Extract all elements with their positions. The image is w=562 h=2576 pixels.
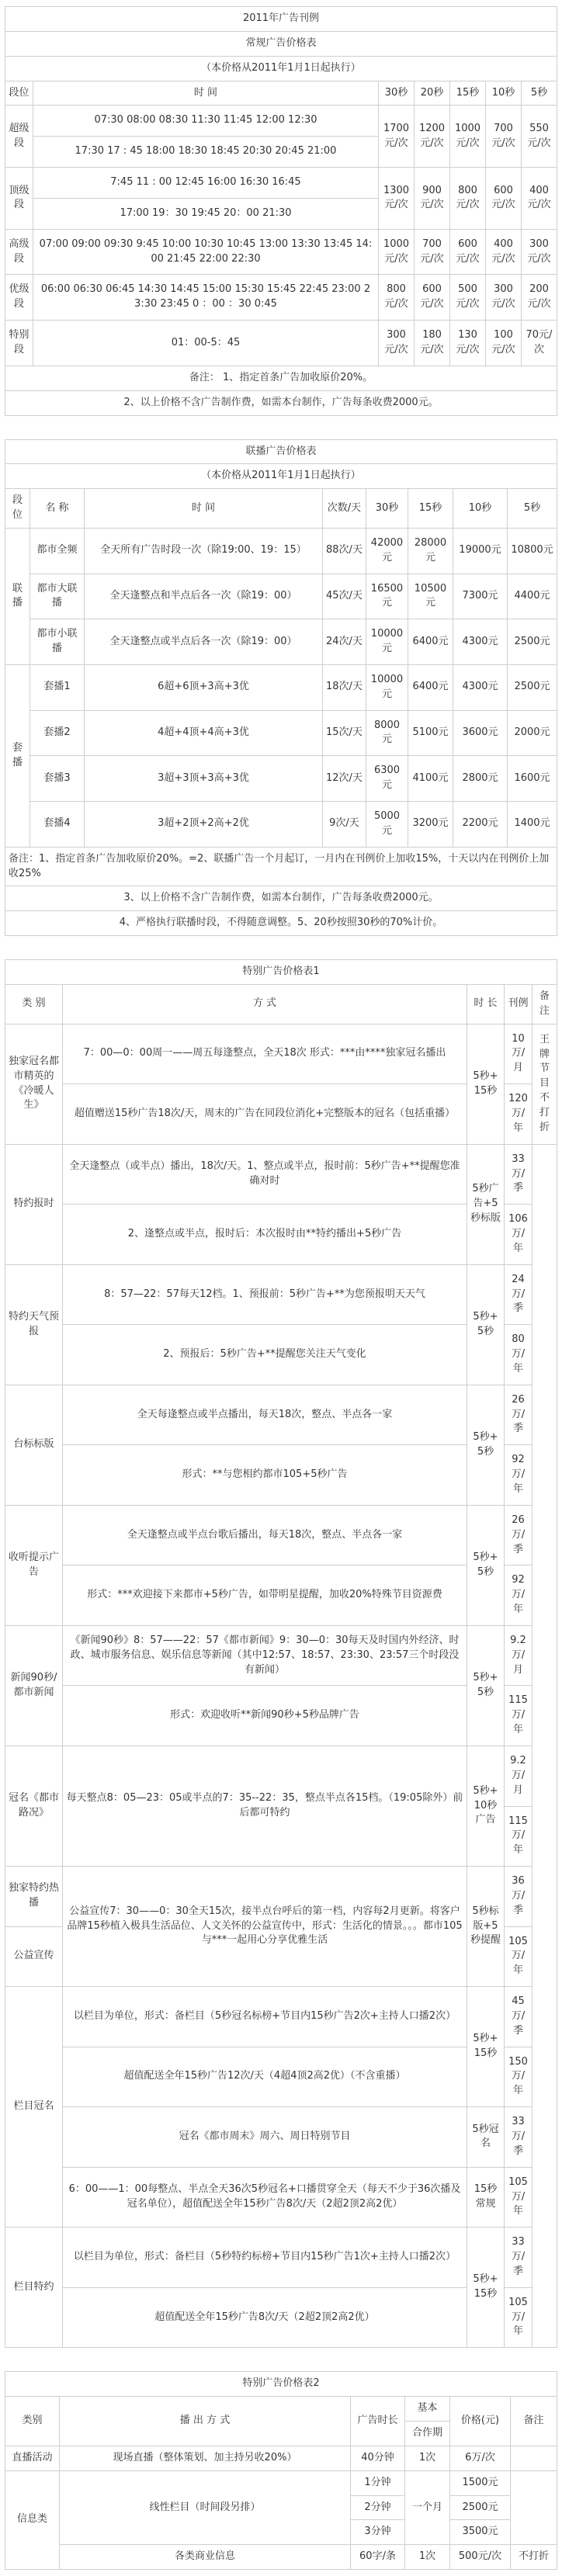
note: 3、以上价格不含广告制作费，如需本台制作，广告每条收费2000元。 bbox=[5, 886, 557, 911]
table-row: 套播 套播1 6超+6顶+3高+3优 18次/天 10000元 6400元 4300元 2500元 bbox=[5, 664, 557, 710]
table-header-row: 类别 播 出 方 式 广告时长 基本 价格(元) 备注 bbox=[5, 2397, 557, 2422]
table-row: 新闻90秒/都市新闻 《新闻90秒》8：57——22：57《都市新闻》9：30—0：30每天及时国内外经济、时政、城市服务信息、娱乐信息等新闻（其中12:57、18:57、23:30、23:57三个时段没有新闻） 5秒+5秒 9.2万/月 bbox=[5, 1625, 557, 1686]
remark: 王牌节目不打折 bbox=[533, 1024, 557, 1144]
table-title: 特别广告价格表2 bbox=[5, 2372, 557, 2397]
table-row: 115万/年 bbox=[5, 1806, 557, 1867]
table-row: 都市小联播 全天逢整点或半点后各一次（除19：00） 24次/天 10000元 6400元 4300元 2500元 bbox=[5, 619, 557, 665]
table-header-row: 段位 时 间 30秒 20秒 15秒 10秒 5秒 bbox=[5, 81, 557, 106]
table-row: 栏目特约 以栏目为单位，形式：备栏目（5秒特约标榜+节目内15秒广告1次+主持人口播2次） 5秒+15秒 33万/季 bbox=[5, 2228, 557, 2288]
table-row: 6：00——1：00每整点、半点全天36次5秒冠名+口播贯穿全天（每天不少于36次播及冠名单位），超值配送全年15秒广告8次/天（2超2顶2高2优） 15秒常规 105万/年 bbox=[5, 2167, 557, 2228]
table-row: 公益宣传 105万/年 bbox=[5, 1926, 557, 1987]
table-row: 联播 都市全频 全天所有广告时段一次（除19:00、19：15） 88次/天 42000元 28000元 19000元 10800元 bbox=[5, 528, 557, 574]
table-row: 超值配送全年15秒广告8次/天（2超2顶2高2优） 105万/年 bbox=[5, 2287, 557, 2348]
note: 4、严格执行联播时段，不得随意调整。5、20秒按照30秒的70%计价。 bbox=[5, 911, 557, 936]
table-row: 2、逢整点或半点，报时后：本次报时由**特约播出+5秒广告 106万/年 bbox=[5, 1205, 557, 1265]
note: 2、以上价格不含广告制作费，如需本台制作，广告每条收费2000元。 bbox=[5, 390, 557, 415]
table-row: 特约报时 全天逢整点（或半点）播出，18次/天。1、整点或半点，报时前：5秒广告+**提醒您准确对时 5秒广告+5秒标版 33万/季 bbox=[5, 1144, 557, 1205]
table-row: 2分钟 2500元 bbox=[5, 2495, 557, 2520]
table-row: 各类商业信息 60字/条 1次 500元/次 不打折 bbox=[5, 2545, 557, 2570]
table-row: 超级段 07:30 08:00 08:30 11:30 11:45 12:00 12:30 1700元/次 1200元/次 1000元/次 700元/次 550元/次 bbox=[5, 106, 557, 137]
table-row: 冠名《都市路况》 每天整点8：05—23：05或半点的7：35--22：35，整点半点各15档。（19:05除外）前后都可特约 5秒+10秒广告 9.2万/月 bbox=[5, 1746, 557, 1806]
table-row: 超值配送全年15秒广告12次/天（4超4顶2高2优）（不含重播） 150万/年 bbox=[5, 2047, 557, 2107]
table-subtitle: （本价格从2011年1月1日起执行） bbox=[5, 464, 557, 489]
note: 备注：1、指定首条广告加收原价20%。=2、联播广告一个月起订，一月内在刊例价上加收15%，十天以内在刊例价上加收25% bbox=[5, 847, 557, 886]
table-row: 套播2 4超+4顶+4高+3优 15次/天 8000元 5100元 3600元 2000元 bbox=[5, 710, 557, 756]
table-header-row: 类 别 方 式 时 长 刊例 备注 bbox=[5, 984, 557, 1024]
table-row: 栏目冠名 以栏目为单位，形式：备栏目（5秒冠名标榜+节目内15秒广告2次+主持人口播2次） 5秒+15秒 45万/季 bbox=[5, 1987, 557, 2047]
table-row: 信息类 线性栏目（时间段另排） 1分钟 一个月 1500元 bbox=[5, 2470, 557, 2495]
table-row: 3分钟 3500元 bbox=[5, 2520, 557, 2545]
table-row: 超值赠送15秒广告18次/天，周末的广告在同段位消化+完整版本的冠名（包括重播） 120万/年 bbox=[5, 1084, 557, 1145]
table-row: 套播3 3超+3顶+3高+3优 12次/天 6300元 4100元 2800元 1600元 bbox=[5, 756, 557, 802]
table-header-row: 合作期 bbox=[5, 2421, 557, 2446]
table-row: 独家冠名都市精英的《冷暖人生》 7：00—0：00周一——周五每逢整点，全天18次 形式：***由****独家冠名播出 5秒+15秒 10万/月 王牌节目不打折 bbox=[5, 1024, 557, 1084]
table-row: 套播4 3超+2顶+2高+2优 9次/天 5000元 3200元 2200元 1400元 bbox=[5, 802, 557, 848]
table-row: 特约天气预报 8：57—22：57每天12档。1、预报前：5秒广告+**为您预报明天天气 5秒+5秒 24万/季 bbox=[5, 1264, 557, 1325]
table-subtitle: （本价格从2011年1月1日起执行） bbox=[5, 56, 557, 81]
table-row: 直播活动 现场直播（整体策划、加主持另收20%） 40分钟 1次 6万/次 bbox=[5, 2446, 557, 2470]
table-row: 都市大联播 全天逢整点和半点后各一次（除19：00） 45次/天 16500元 10500元 7300元 4400元 bbox=[5, 574, 557, 619]
table-header-row: 段位 名 称 时 间 次数/天 30秒 15秒 10秒 5秒 bbox=[5, 489, 557, 529]
table-row: 优级段 06:00 06:30 06:45 14:30 14:45 15:00 15:30 15:45 22:45 23:00 23:30 23:45 0 ：00 ：30 0:45 800元/次 600元/次 500元/次 300元/次 200元/次 bbox=[5, 275, 557, 321]
rate-card-header: 2011年广告刊例 bbox=[5, 7, 557, 32]
table-title: 常规广告价格表 bbox=[5, 31, 557, 56]
table-row: 17:00 19：30 19:45 20：00 21:30 bbox=[5, 198, 557, 229]
table-row: 形式：欢迎收听**新闻90秒+5秒品牌广告 115万/年 bbox=[5, 1686, 557, 1746]
special-price-table-2 bbox=[5, 2371, 557, 2570]
table-row: 冠名《都市周末》周六、周日特别节目 5秒冠名 33万/季 bbox=[5, 2107, 557, 2168]
table-row: 顶级段 7:45 11 : 00 12:45 16:00 16:30 16:45 1300元/次 900元/次 800元/次 600元/次 400元/次 bbox=[5, 168, 557, 199]
table-row: 特别段 01：00-5：45 300元/次 180元/次 130元/次 100元/次 70元/次 bbox=[5, 321, 557, 366]
table-row: 独家特约热播 公益宣传7：30——0：30全天15次，接半点台呼后的第一档，内容每2月更新。将客户品牌15秒植入极具生活品位、人文关怀的公益宣传中，形式：生活化的情景。。。都市105与***一起用心分享优雅生活 5秒标版+5秒提醒 36万/季 bbox=[5, 1867, 557, 1927]
note: 备注： 1、指定首条广告加收原价20%。 bbox=[5, 366, 557, 390]
table-row: 收听提示广告 全天逢整点或半点台歌后播出，每天18次，整点、半点各一家 5秒+5秒 26万/季 bbox=[5, 1505, 557, 1565]
table-row: 形式：***欢迎接下来都市+5秒广告，如带明星提醒，加收20%特殊节目资源费 92万/年 bbox=[5, 1565, 557, 1626]
table-row: 17:30 17 : 45 18:00 18:30 18:45 20:30 20:45 21:00 bbox=[5, 137, 557, 168]
regular-price-table bbox=[5, 6, 557, 416]
table-row: 形式：**与您相约都市105+5秒广告 92万/年 bbox=[5, 1445, 557, 1506]
table-title: 联播广告价格表 bbox=[5, 439, 557, 464]
table-row: 高级段 07:00 09:00 09:30 9:45 10:00 10:30 10:45 13:00 13:30 13:45 14:00 21:45 22:00 22:30 1000元/次 700元/次 600元/次 400元/次 300元/次 bbox=[5, 229, 557, 275]
special-price-table-1 bbox=[5, 959, 557, 2348]
network-price-table bbox=[5, 439, 557, 937]
table-row: 台标标版 全天每逢整点或半点播出，每天18次，整点、半点各一家 5秒+5秒 26万/季 bbox=[5, 1385, 557, 1445]
table-row: 2、预报后：5秒广告+**提醒您关注天气变化 80万/年 bbox=[5, 1325, 557, 1385]
table-title: 特别广告价格表1 bbox=[5, 960, 557, 985]
